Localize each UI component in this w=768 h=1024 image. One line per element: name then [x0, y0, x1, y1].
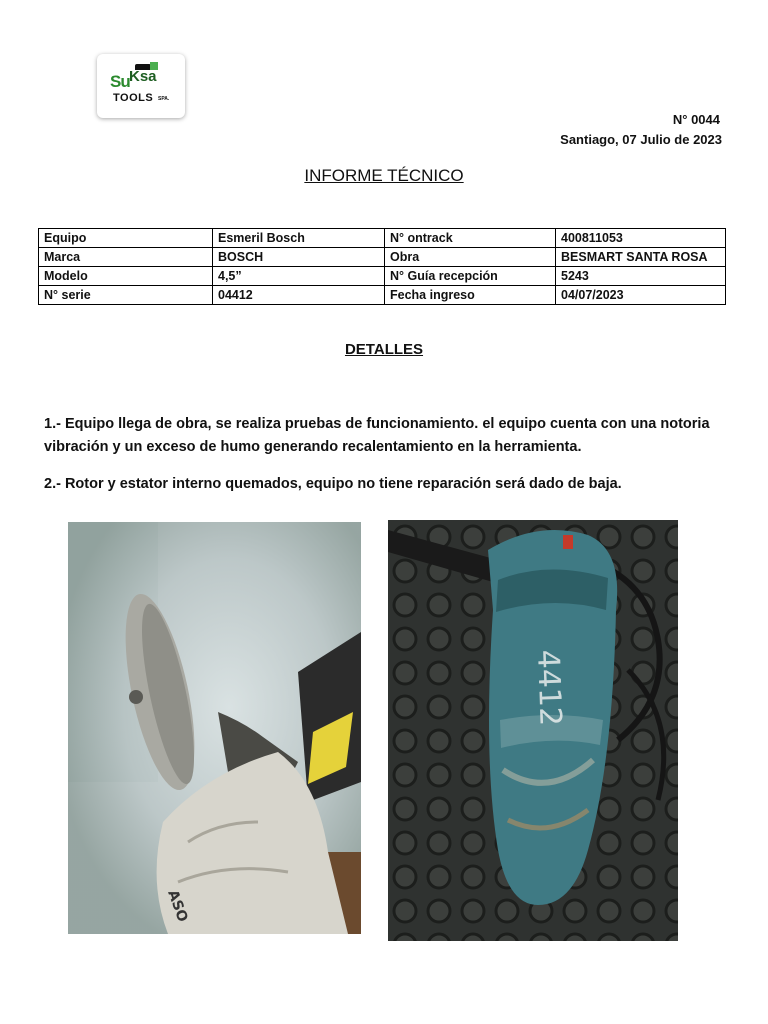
- detail-paragraph-2: 2.- Rotor y estator interno quemados, equipo no tiene reparación será dado de baja.: [44, 476, 622, 492]
- table-cell: N° Guía recepción: [385, 267, 556, 286]
- table-cell: Fecha ingreso: [385, 286, 556, 305]
- document-number: N° 0044: [672, 112, 720, 127]
- detail-paragraph-1: 1.- Equipo llega de obra, se realiza pruebas de funcionamiento. el equipo cuenta con una notoria vibración y un exceso de humo generando recalentamiento en la herramienta.: [44, 416, 710, 455]
- table-cell: N° serie: [39, 286, 213, 305]
- serial-engraving: 4412: [530, 649, 568, 727]
- table-cell: 400811053: [556, 229, 726, 248]
- logo-text-su: Su: [110, 72, 130, 91]
- logo-text-ksa: Ksa: [129, 68, 157, 85]
- logo-text-spa: SPA.: [158, 96, 170, 102]
- table-row: [39, 248, 726, 267]
- table-cell: Equipo: [39, 229, 213, 248]
- table-row: [39, 229, 726, 248]
- table-cell: Modelo: [39, 267, 213, 286]
- grinder-smoking-photo: [68, 522, 361, 934]
- table-cell: 5243: [556, 267, 726, 286]
- company-logo: [97, 54, 185, 118]
- table-cell: BOSCH: [213, 248, 385, 267]
- document-date: Santiago, 07 Julio de 2023: [560, 132, 722, 147]
- report-title: INFORME TÉCNICO: [304, 166, 464, 185]
- table-cell: 04412: [213, 286, 385, 305]
- equipment-info-table: [38, 228, 726, 305]
- grinder-body-serial-photo: [388, 520, 678, 941]
- table-cell: Esmeril Bosch: [213, 229, 385, 248]
- table-cell: 4,5”: [213, 267, 385, 286]
- table-cell: Obra: [385, 248, 556, 267]
- table-cell: BESMART SANTA ROSA: [556, 248, 726, 267]
- logo-text-tools: TOOLS: [113, 92, 154, 104]
- details-title: DETALLES: [344, 341, 424, 358]
- table-cell: Marca: [39, 248, 213, 267]
- svg-text:ASO: ASO: [164, 887, 191, 925]
- table-cell: N° ontrack: [385, 229, 556, 248]
- table-row: [39, 286, 726, 305]
- table-cell: 04/07/2023: [556, 286, 726, 305]
- table-row: [39, 267, 726, 286]
